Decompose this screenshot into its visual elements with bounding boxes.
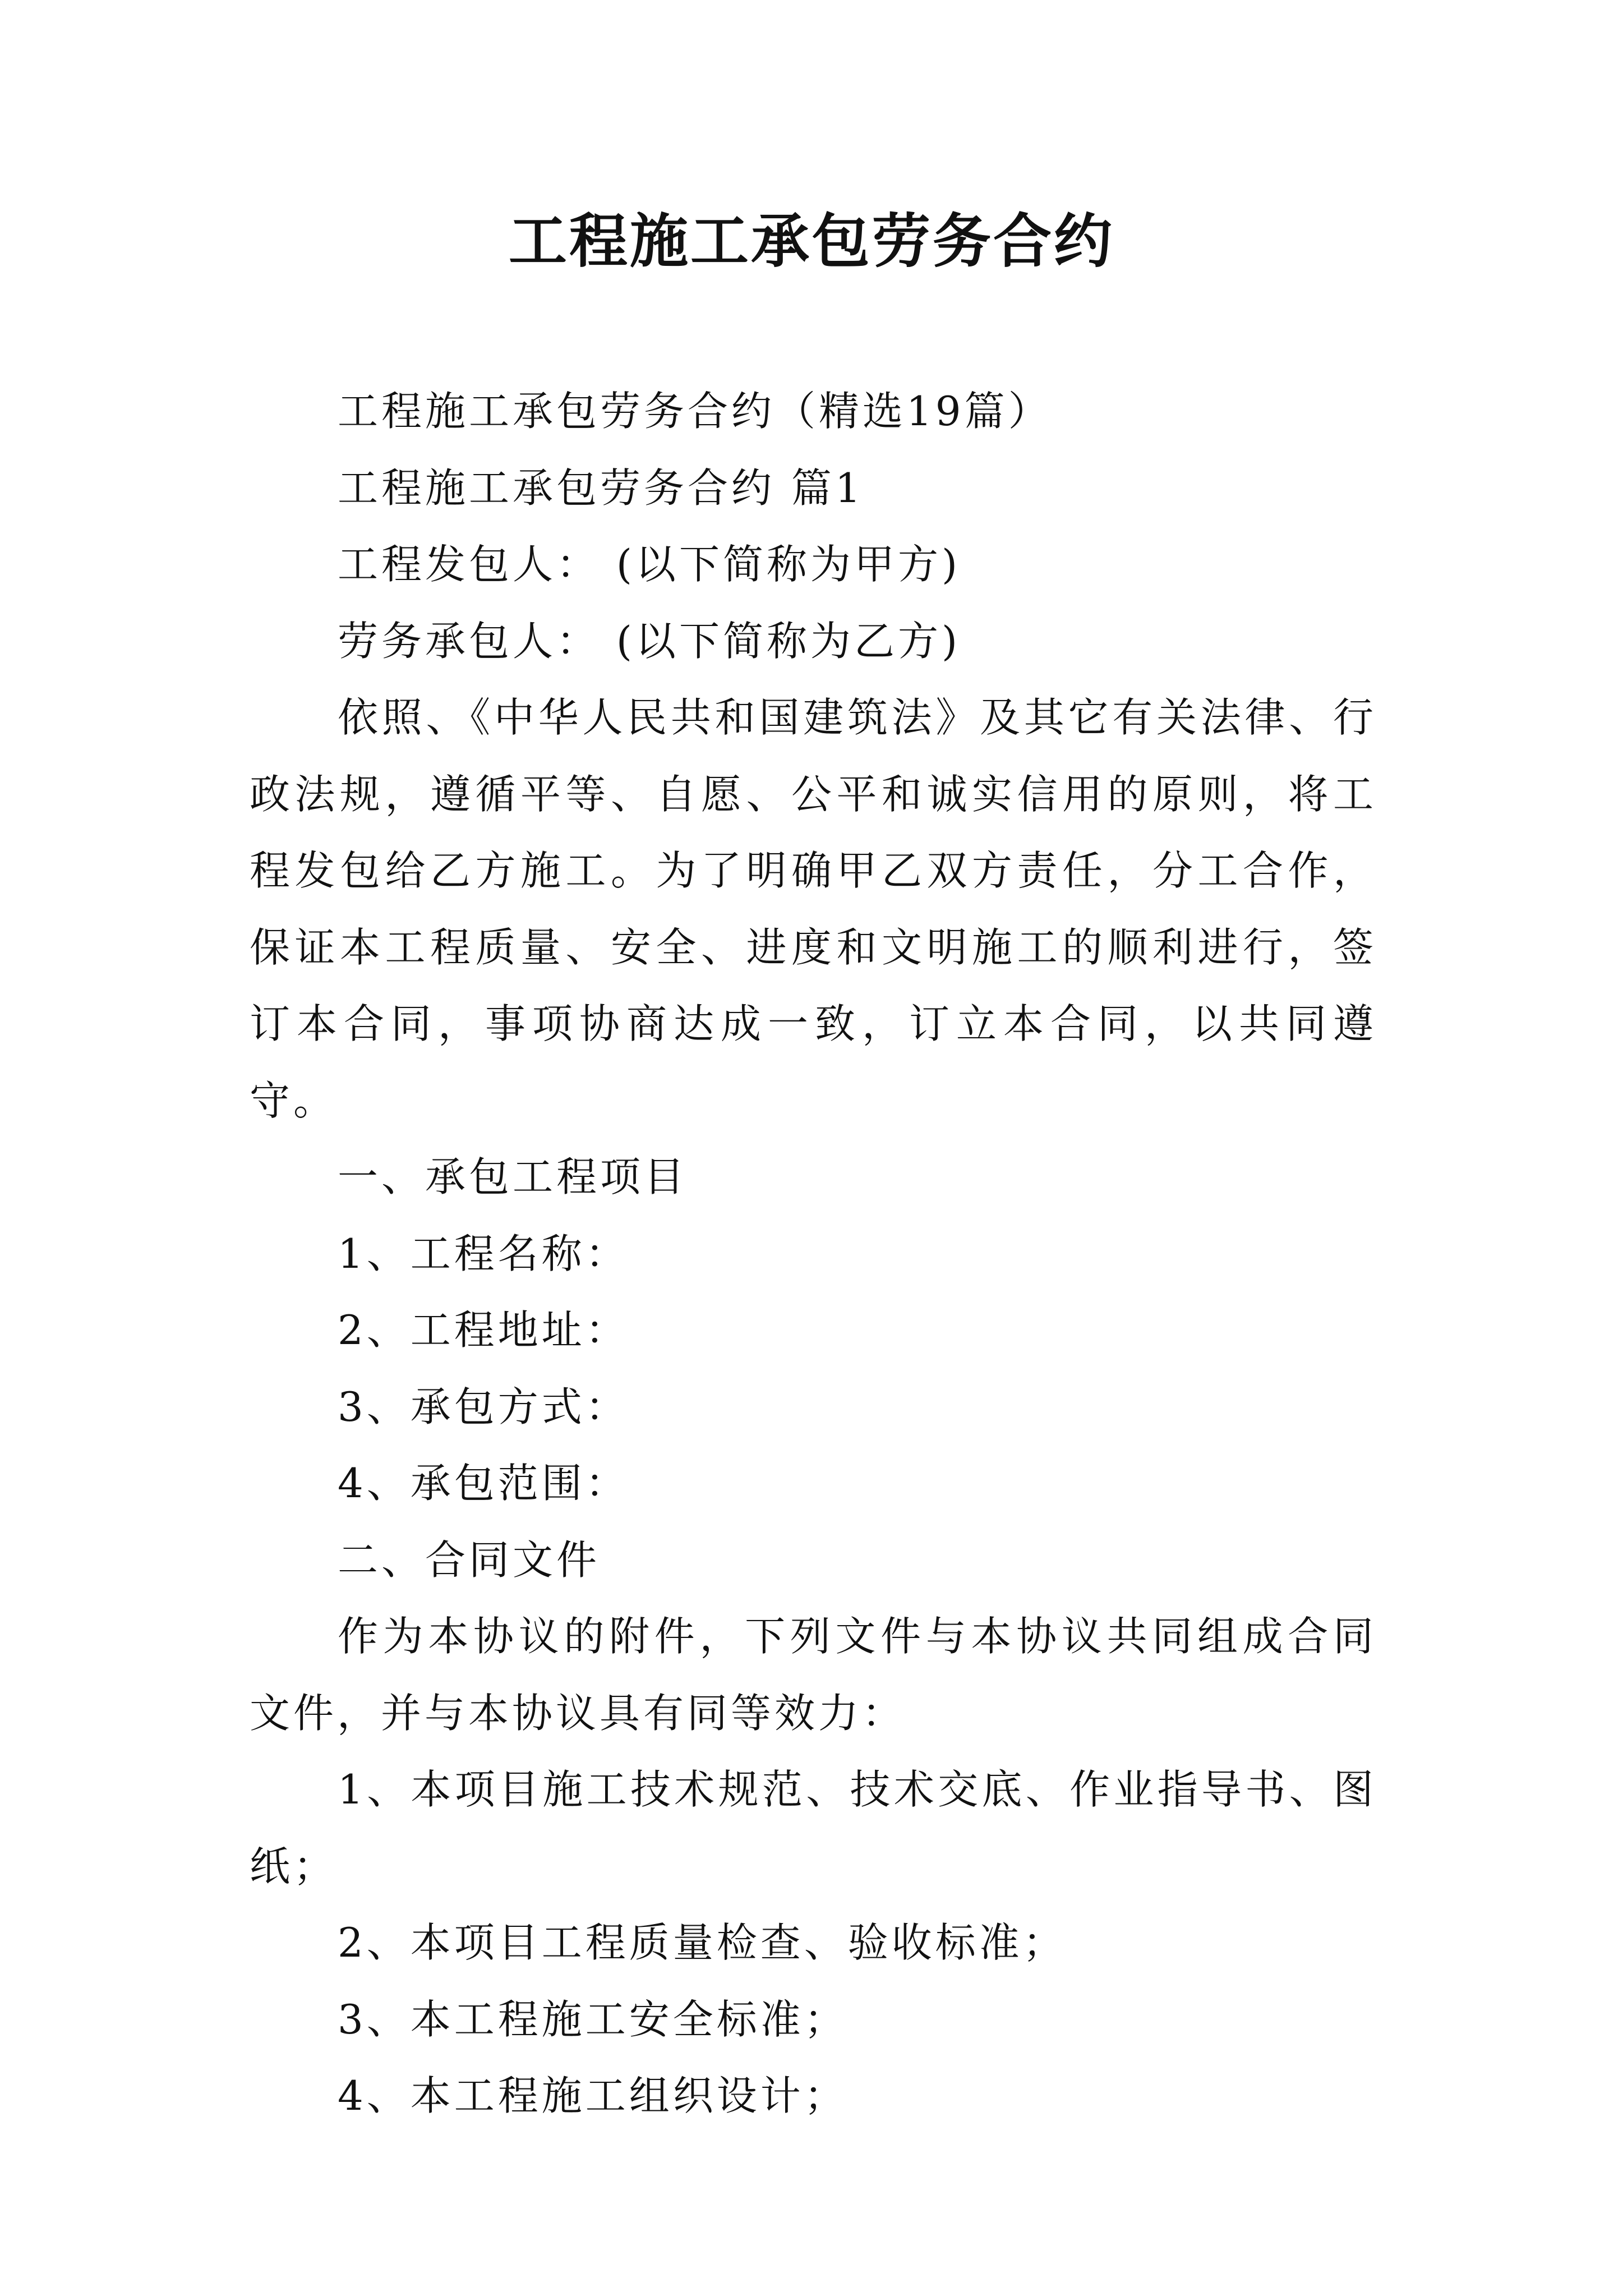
paragraph-documents-intro: 作为本协议的附件，下列文件与本协议共同组成合同文件，并与本协议具有同等效力： (250, 1613, 1377, 1737)
list-item-contract-scope: 4、承包范围： (338, 1460, 629, 1507)
list-item-project-name: 1、工程名称： (338, 1230, 629, 1277)
paragraph-party-a: 工程发包人： (以下简称为甲方) (338, 541, 961, 588)
document-body (250, 373, 1377, 2134)
paragraph-party-b: 劳务承包人： (以下简称为乙方) (338, 617, 961, 665)
list-item-construction-design: 4、本工程施工组织设计； (338, 2072, 848, 2119)
document-title: 工程施工承包劳务合约 (508, 206, 1114, 275)
list-item-contract-method: 3、承包方式： (338, 1383, 629, 1430)
list-item-safety-standards: 3、本工程施工安全标准； (338, 1995, 848, 2043)
paragraph-preamble: 依照、《中华人民共和国建筑法》及其它有关法律、行政法规，遵循平等、自愿、公平和诚实信用的原则，将工程发包给乙方施工。为了明确甲乙双方责任，分工合作，保证本工程质量、安全、进度和文明施工的顺利进行，签订本合同，事项协商达成一致，订立本合同，以共同遵守。 (250, 694, 1377, 1124)
section-heading-project: 一、承包工程项目 (338, 1153, 688, 1200)
paragraph-subtitle: 工程施工承包劳务合约（精选19篇） (338, 388, 1052, 435)
list-item-quality-standards: 2、本项目工程质量检查、验收标准； (338, 1919, 1067, 1966)
list-item-project-address: 2、工程地址： (338, 1306, 629, 1354)
section-heading-documents: 二、合同文件 (338, 1536, 601, 1584)
list-item-tech-specs: 1、本项目施工技术规范、技术交底、作业指导书、图纸； (250, 1766, 1377, 1890)
paragraph-chapter-heading: 工程施工承包劳务合约 篇1 (338, 464, 864, 512)
